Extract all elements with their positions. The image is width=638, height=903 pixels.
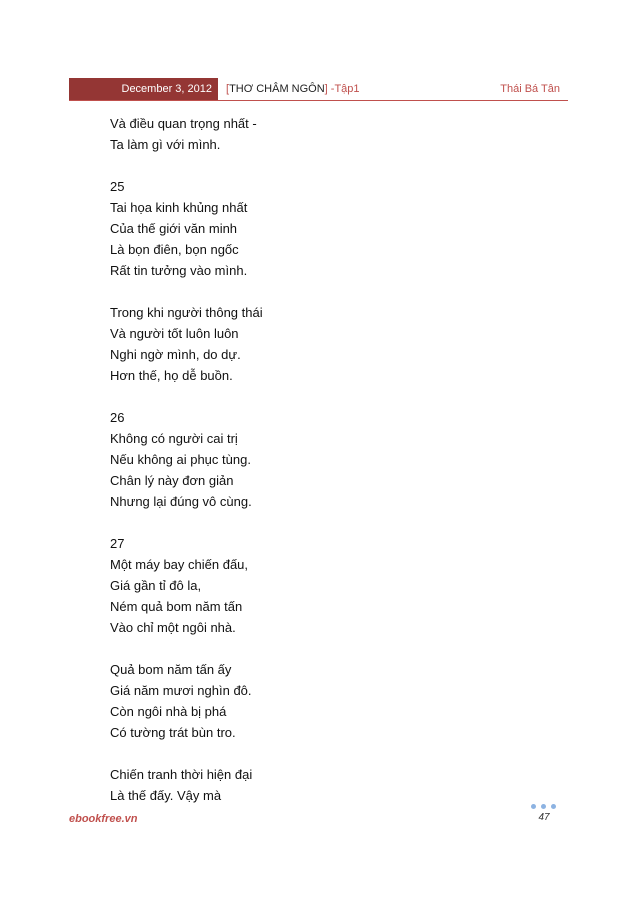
stanza-gap [110, 512, 263, 533]
footer-site-name: ebookfree.vn [69, 813, 138, 825]
poem-line: Còn ngôi nhà bị phá [110, 704, 227, 719]
poem-line: Trong khi người thông thái [110, 305, 263, 320]
header-book-title: THƠ CHÂM NGÔN [229, 83, 325, 95]
header-author: Thái Bá Tân [500, 83, 560, 95]
poem-line: Ta làm gì với mình. [110, 137, 221, 152]
poem-number: 25 [110, 179, 125, 194]
poem-line: Và điều quan trọng nhất - [110, 116, 257, 131]
poem-line: Giá năm mươi nghìn đô. [110, 683, 252, 698]
poem-line: Nếu không ai phục tùng. [110, 452, 251, 467]
header-date: December 3, 2012 [69, 78, 218, 100]
poem-line: Giá gần tỉ đô la, [110, 578, 202, 593]
poem-line: Vào chỉ một ngôi nhà. [110, 620, 236, 635]
stanza-gap [110, 743, 263, 764]
stanza-gap [110, 281, 263, 302]
poem-number: 27 [110, 536, 125, 551]
poem-line: Tai họa kinh khủng nhất [110, 200, 248, 215]
poem-line: Và người tốt luôn luôn [110, 326, 239, 341]
poem-line: Nhưng lại đúng vô cùng. [110, 494, 252, 509]
header-bracket-open: [ [226, 83, 230, 95]
stanza-gap [110, 638, 263, 659]
poem-line: Ném quả bom năm tấn [110, 599, 243, 614]
poem-line: Nghi ngờ mình, do dự. [110, 347, 241, 362]
poem-line: Rất tin tưởng vào mình. [110, 263, 248, 278]
poem-line: Là bọn điên, bọn ngốc [110, 242, 239, 257]
page-header [69, 78, 568, 101]
poem-line: Chiến tranh thời hiện đại [110, 767, 253, 782]
poem-line: Có tường trát bùn tro. [110, 725, 236, 740]
poem-body [110, 113, 263, 806]
poem-line: Chân lý này đơn giản [110, 473, 234, 488]
header-bracket-close: ] [324, 83, 328, 95]
header-part: -Tập1 [327, 83, 360, 95]
header-title [226, 78, 360, 100]
stanza-gap [110, 155, 263, 176]
poem-line: Không có người cai trị [110, 431, 238, 446]
poem-line: Một máy bay chiến đấu, [110, 557, 249, 572]
poem-line: Của thế giới văn minh [110, 221, 238, 236]
page-dots-decoration [531, 804, 557, 810]
dot-icon [551, 804, 556, 809]
poem-line: Hơn thế, họ dễ buồn. [110, 368, 233, 383]
poem-line: Quả bom năm tấn ấy [110, 662, 232, 677]
page-number: 47 [538, 812, 550, 823]
dot-icon [541, 804, 546, 809]
dot-icon [531, 804, 536, 809]
stanza-gap [110, 386, 263, 407]
poem-number: 26 [110, 410, 125, 425]
poem-line: Là thế đấy. Vậy mà [110, 788, 222, 803]
